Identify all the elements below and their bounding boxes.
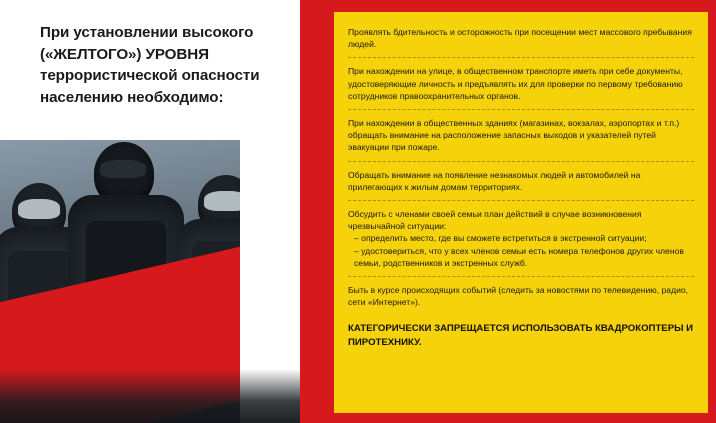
page-title: При установлении высокого («ЖЕЛТОГО») УРОВНЯ террористической опасности населению необходимо:: [40, 24, 260, 106]
list-item-subtext: – удостовериться, что у всех членов семьи есть номера телефонов других членов семьи, родственников и экстренных служб.: [354, 245, 684, 268]
special-forces-officers-photo: [0, 140, 300, 423]
goggles-icon: [18, 199, 60, 219]
prohibition-notice: КАТЕГОРИЧЕСКИ ЗАПРЕЩАЕТСЯ ИСПОЛЬЗОВАТЬ КВАДРОКОПТЕРЫ И ПИРОТЕХНИКУ.: [348, 323, 694, 349]
list-item-text: Обращать внимание на появление незнакомых людей и автомобилей на прилегающих к жилым домам территориях.: [348, 169, 641, 192]
list-item: [348, 169, 694, 201]
list-item: [348, 117, 694, 162]
list-item-text: Проявлять бдительность и осторожность при посещении мест массового пребывания людей.: [348, 27, 692, 50]
list-item-text: При нахождении на улице, в общественном транспорте иметь при себе документы, удостоверяющие личность и предъявлять их для проверки по первому требованию сотрудников правоохранительных органов.: [348, 66, 683, 101]
recommendations-list: [348, 26, 694, 315]
list-item: [348, 65, 694, 110]
list-item: [348, 284, 694, 315]
list-item-text: Обсудить с членами своей семьи план действий в случае возникновения чрезвычайной ситуации:: [348, 209, 642, 232]
goggles-icon: [100, 160, 146, 178]
list-item: [348, 208, 694, 277]
red-top-bar: [300, 0, 716, 12]
red-bottom-bar: [300, 413, 716, 423]
left-panel: [0, 0, 326, 423]
red-divider-column: [300, 0, 334, 423]
list-item-text: Быть в курсе происходящих событий (следить за новостями по телевидению, радио, сети «Интернет»).: [348, 285, 689, 308]
list-item: [348, 26, 694, 58]
list-item-subtext: – определить место, где вы сможете встретиться в экстренной ситуации;: [354, 233, 647, 244]
yellow-info-panel: [334, 12, 708, 413]
list-item-text: При нахождении в общественных зданиях (магазинах, вокзалах, аэропортах и т.п.) обращать внимание на расположение запасных выходов и указателей путей эвакуации при пожаре.: [348, 118, 680, 153]
white-wedge-accent: [240, 140, 300, 423]
red-right-bar: [708, 0, 716, 423]
